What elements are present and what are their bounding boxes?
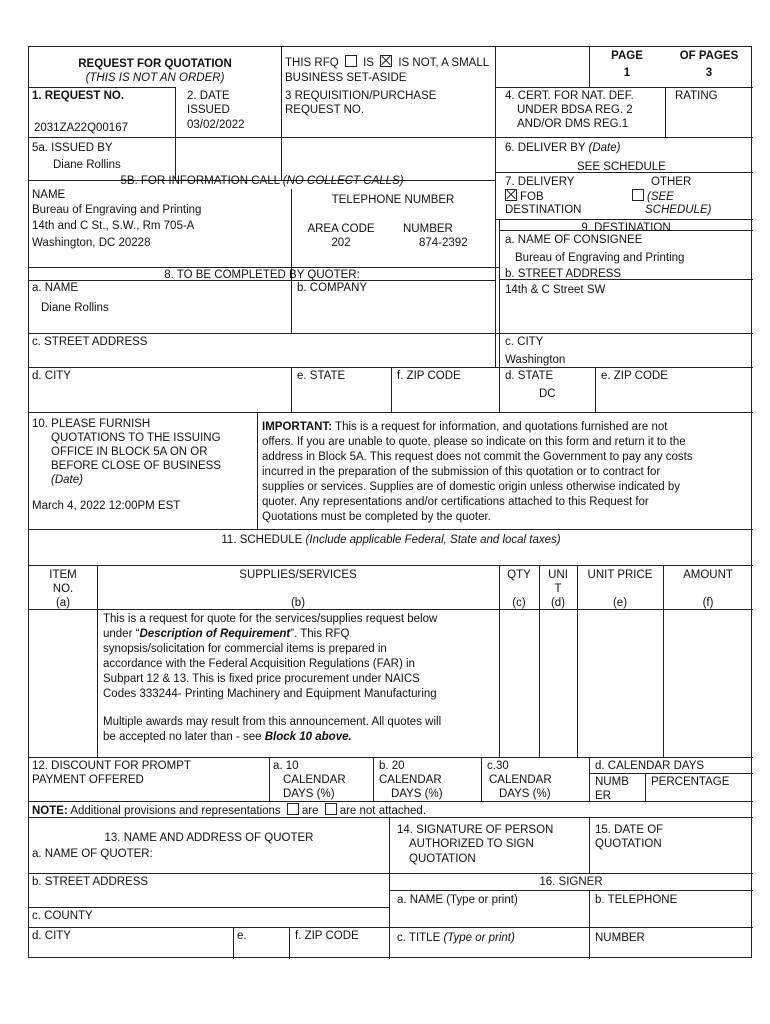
dest-city-label: c. CITY	[505, 336, 544, 348]
deliver-by-value: SEE SCHEDULE	[577, 161, 666, 173]
consignee-value: Bureau of Engraving and Printing	[515, 252, 685, 264]
date-of-quotation-label-2: QUOTATION	[595, 838, 662, 850]
important-line3: address in Block 5A. This request does not commit the Government to pay any costs	[262, 451, 693, 463]
info-call-label: 5B. FOR INFORMATION CALL (NO COLLECT CALLS)	[120, 175, 404, 187]
area-code-value: 202	[331, 237, 351, 249]
discount-a-2: CALENDAR	[283, 774, 346, 786]
signature-label-3: QUOTATION	[409, 853, 476, 865]
important-line5: supplies or services. Supplies are of domestic origin unless otherwise indicated by	[262, 481, 681, 493]
date-issued-label-2: ISSUED	[187, 104, 230, 116]
signer-number-label: NUMBER	[595, 932, 645, 944]
info-name-line3: Washington, DC 20228	[32, 237, 151, 249]
cert-nat-def-line2: UNDER BDSA REG. 2	[517, 104, 633, 116]
col-unit-price-letter: (e)	[612, 597, 628, 609]
delivery-fob-option: FOB	[505, 189, 544, 204]
signature-label-2: AUTHORIZED TO SIGN	[409, 838, 534, 850]
quoter-city-label: d. CITY	[32, 370, 71, 382]
rfq-is-checkbox[interactable]	[345, 55, 357, 67]
dest-city-value: Washington	[505, 354, 566, 366]
quoter-address-label: 13. NAME AND ADDRESS OF QUOTER	[104, 832, 314, 844]
cert-nat-def-label: 4. CERT. FOR NAT. DEF.	[505, 90, 634, 102]
col-unit-letter: (d)	[550, 597, 566, 609]
quoter-street2-label: b. STREET ADDRESS	[32, 876, 149, 888]
discount-b: b. 20	[379, 760, 405, 772]
schedule-label: 11. SCHEDULE (Include applicable Federal, State and local taxes)	[221, 534, 561, 546]
delivery-label: 7. DELIVERY	[505, 176, 575, 188]
delivery-schedule-label: SCHEDULE)	[645, 204, 712, 216]
desc-line1: This is a request for quote for the services/supplies request below	[103, 613, 438, 625]
destination-label: 9. DESTINATION	[581, 222, 671, 234]
discount-a: a. 10	[273, 760, 299, 772]
see-schedule-checkbox[interactable]	[632, 189, 644, 201]
request-no-label: 1. REQUEST NO.	[32, 90, 125, 102]
important-line1: IMPORTANT: This is a request for information, and quotations furnished are not	[262, 421, 668, 433]
furnish-line3: OFFICE IN BLOCK 5A ON OR	[51, 446, 208, 458]
rfq-is-not-checkbox[interactable]	[380, 55, 392, 67]
col-qty-label: QTY	[507, 569, 531, 581]
quoter-section-label: 8. TO BE COMPLETED BY QUOTER:	[164, 269, 360, 281]
important-line6: quoter. Any representations and/or certifications attached to this Request for	[262, 496, 649, 508]
fob-destination-checkbox[interactable]	[505, 189, 517, 201]
delivery-other-label: OTHER	[651, 176, 692, 188]
rating-label: RATING	[675, 90, 718, 102]
col-item-letter: (a)	[55, 597, 71, 609]
provisions-are-checkbox[interactable]	[287, 803, 299, 815]
desc-line7: Multiple awards may result from this announcement. All quotes will	[103, 716, 442, 728]
cert-nat-def-line3: AND/OR DMS REG.1	[517, 118, 629, 130]
col-item-label-2: NO.	[52, 583, 74, 595]
important-line7: Quotations must be completed by the quoter.	[262, 511, 491, 523]
signer-telephone-label: b. TELEPHONE	[595, 894, 678, 906]
col-supplies-label: SUPPLIES/SERVICES	[239, 569, 357, 581]
note-line: NOTE: Additional provisions and representations are are not attached.	[32, 805, 427, 817]
delivery-destination-label: DESTINATION	[505, 204, 582, 216]
date-issued-value: 03/02/2022	[187, 119, 245, 131]
of-pages-label: OF PAGES	[679, 50, 739, 62]
quoter-name-value: Diane Rollins	[41, 302, 109, 314]
rfq-setaside-line2: BUSINESS SET-ASIDE	[285, 72, 407, 84]
col-amount-letter: (f)	[702, 597, 714, 609]
desc-line2: under “Description of Requirement”. This RFQ	[103, 628, 350, 640]
dest-state-label: d. STATE	[505, 370, 554, 382]
info-name-line2: 14th and C St., S.W., Rm 705-A	[32, 220, 195, 232]
col-unit-label: UNI	[548, 569, 568, 581]
quoter-city2-label: d. CITY	[32, 930, 71, 942]
rfq-setaside-line: THIS RFQ IS IS NOT, A SMALL	[285, 57, 490, 69]
number-value: 874-2392	[419, 237, 468, 249]
info-name-label: NAME	[32, 189, 66, 201]
number-label: NUMBER	[403, 223, 453, 235]
request-no-value: 2031ZA22Q00167	[34, 122, 128, 134]
dest-street-value: 14th & C Street SW	[505, 284, 606, 296]
quoter-street-label: c. STREET ADDRESS	[32, 336, 148, 348]
desc-line4: accordance with the Federal Acquisition Regulations (FAR) in	[103, 658, 415, 670]
discount-a-3: DAYS (%)	[283, 788, 335, 800]
dest-street-label: b. STREET ADDRESS	[505, 268, 622, 280]
discount-label-2: PAYMENT OFFERED	[32, 774, 144, 786]
area-code-label: AREA CODE	[307, 223, 375, 235]
discount-d-number: NUMB	[595, 776, 629, 788]
desc-line5: Subpart 12 & 13. This is fixed price procurement under NAICS	[103, 673, 420, 685]
quoter-county-label: c. COUNTY	[32, 910, 93, 922]
discount-d-percentage: PERCENTAGE	[651, 776, 730, 788]
date-issued-label: 2. DATE	[187, 90, 230, 102]
consignee-label: a. NAME OF CONSIGNEE	[505, 234, 643, 246]
furnish-line2: QUOTATIONS TO THE ISSUING	[51, 432, 221, 444]
important-line4: incurred in the preparation of the submission of this quotation or to contract for	[262, 466, 661, 478]
desc-line3: synopsis/solicitation for commercial items is prepared in	[103, 643, 387, 655]
quoter-company-label: b. COMPANY	[297, 282, 368, 294]
of-pages-value: 3	[705, 67, 713, 79]
requisition-label-2: REQUEST NO.	[285, 104, 365, 116]
telephone-number-label: TELEPHONE NUMBER	[331, 194, 455, 206]
page-value: 1	[623, 67, 631, 79]
discount-d: d. CALENDAR DAYS	[595, 760, 705, 772]
col-qty-letter: (c)	[512, 597, 526, 609]
quote-due-date: March 4, 2022 12:00PM EST	[32, 500, 181, 512]
issued-by-value: Diane Rollins	[53, 159, 121, 171]
discount-c-2: CALENDAR	[489, 774, 552, 786]
issued-by-label: 5a. ISSUED BY	[32, 142, 113, 154]
dest-state-value: DC	[539, 388, 556, 400]
discount-c-3: DAYS (%)	[499, 788, 551, 800]
signer-name-label: a. NAME (Type or print)	[397, 894, 518, 906]
requisition-label: 3 REQUISITION/PURCHASE	[285, 90, 437, 102]
quoter-state-label: e. STATE	[297, 370, 346, 382]
quoter-state2-label: e.	[237, 930, 247, 942]
furnish-label: 10. PLEASE FURNISH	[32, 418, 151, 430]
provisions-are-not-checkbox[interactable]	[325, 803, 337, 815]
col-item-label: ITEM	[49, 569, 77, 581]
col-amount-label: AMOUNT	[683, 569, 733, 581]
col-unit-price-label: UNIT PRICE	[587, 569, 653, 581]
signer-title-label: c. TITLE (Type or print)	[397, 932, 515, 944]
form-subtitle: (THIS IS NOT AN ORDER)	[85, 72, 225, 84]
discount-c: c.30	[487, 760, 509, 772]
important-line2: offers. If you are unable to quote, please so indicate on this form and return it to the	[262, 436, 686, 448]
info-name-line1: Bureau of Engraving and Printing	[32, 204, 202, 216]
form-title: REQUEST FOR QUOTATION	[78, 58, 232, 70]
date-of-quotation-label: 15. DATE OF	[595, 824, 664, 836]
page-label: PAGE	[611, 50, 643, 62]
desc-line8: be accepted no later than - see Block 10 above.	[103, 731, 352, 743]
discount-b-2: CALENDAR	[379, 774, 442, 786]
quoter-name-label: a. NAME	[32, 282, 79, 294]
col-supplies-letter: (b)	[290, 597, 306, 609]
quoter-zip-label: f. ZIP CODE	[397, 370, 461, 382]
quoter-zip2-label: f. ZIP CODE	[295, 930, 359, 942]
delivery-see-option: (SEE	[629, 189, 674, 204]
desc-line6: Codes 333244- Printing Machinery and Equipment Manufacturing	[103, 688, 437, 700]
deliver-by-label: 6. DELIVER BY (Date)	[505, 142, 621, 154]
discount-b-3: DAYS (%)	[391, 788, 443, 800]
discount-d-number-2: ER	[595, 790, 611, 802]
signer-label: 16. SIGNER	[539, 876, 603, 888]
col-unit-label-2: T	[554, 583, 562, 595]
signature-label: 14. SIGNATURE OF PERSON	[397, 824, 554, 836]
discount-label: 12. DISCOUNT FOR PROMPT	[32, 760, 191, 772]
rfq-form	[28, 46, 752, 958]
furnish-line4: BEFORE CLOSE OF BUSINESS	[51, 460, 221, 472]
quoter-name-of-label: a. NAME OF QUOTER:	[32, 848, 153, 860]
furnish-line5: (Date)	[51, 474, 83, 486]
dest-zip-label: e. ZIP CODE	[601, 370, 668, 382]
